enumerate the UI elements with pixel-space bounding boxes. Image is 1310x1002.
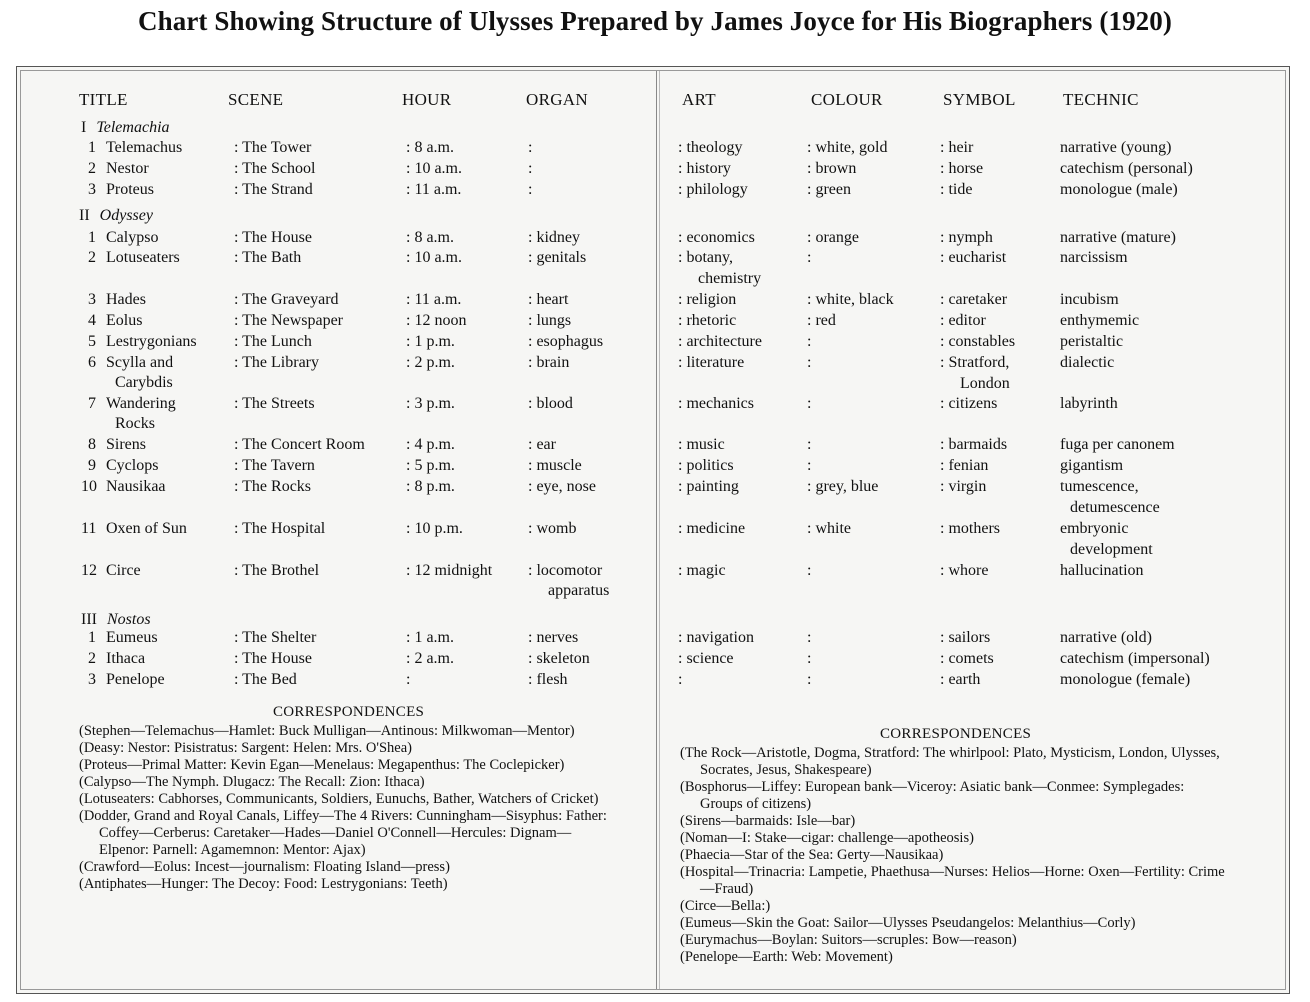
episode-number: 3: [88, 181, 96, 198]
episode-number: 2: [88, 249, 96, 266]
part-heading: I Telemachia: [81, 119, 170, 136]
episode-hour: : 10 p.m.: [406, 520, 463, 537]
correspondences-list: [680, 745, 1225, 966]
episode-hour: : 1 a.m.: [406, 629, 454, 646]
episode-number: 7: [88, 395, 96, 412]
chart-frame: [16, 66, 1290, 994]
episode-technic: tumescence,: [1060, 478, 1139, 495]
episode-row-right: [657, 159, 1282, 179]
episode-row-continuation: [21, 581, 651, 601]
episode-art: : philology: [678, 181, 748, 198]
episode-art: : history: [678, 160, 731, 177]
episode-row: [21, 561, 651, 581]
episode-organ: : kidney: [528, 229, 580, 246]
episode-technic: narrative (mature): [1060, 229, 1176, 246]
header-technic: TECHNIC: [1063, 90, 1139, 109]
part-heading: II Odyssey: [79, 207, 153, 224]
episode-colour: :: [807, 457, 812, 474]
episode-symbol: : citizens: [940, 395, 998, 412]
episode-hour: : 8 a.m.: [406, 139, 454, 156]
episode-number: 1: [88, 629, 96, 646]
correspondences-heading: CORRESPONDENCES: [273, 704, 425, 720]
header-art: ART: [682, 90, 716, 109]
episode-scene: : The Hospital: [234, 520, 326, 537]
episode-row: [21, 649, 651, 669]
episode-organ: : lungs: [528, 312, 572, 329]
episode-symbol: : fenian: [940, 457, 989, 474]
episode-row-right-continuation: [657, 269, 1282, 289]
episode-scene: : The Tower: [234, 139, 312, 156]
episode-row: [21, 159, 651, 179]
episode-row: [21, 332, 651, 352]
episode-hour: : 10 a.m.: [406, 249, 462, 266]
episode-number: 6: [88, 354, 96, 371]
episode-title: Calypso: [106, 229, 159, 246]
episode-colour: : white, black: [807, 291, 894, 308]
correspondence-entry: (Deasy: Nestor: Pisistratus: Sargent: Helen: Mrs. O'Shea): [79, 740, 412, 756]
episode-organ: : blood: [528, 395, 573, 412]
episode-symbol: : horse: [940, 160, 984, 177]
episode-colour: :: [807, 354, 812, 371]
episode-title: Ithaca: [106, 650, 146, 667]
episode-title: Nausikaa: [106, 478, 166, 495]
episode-organ: : muscle: [528, 457, 582, 474]
episode-symbol: : sailors: [940, 629, 991, 646]
episode-hour: : 1 p.m.: [406, 333, 455, 350]
episode-title: Lotuseaters: [106, 249, 180, 266]
episode-title: Lestrygonians: [106, 333, 197, 350]
episode-row: [21, 138, 651, 158]
episode-symbol: : caretaker: [940, 291, 1008, 308]
episode-title: Wandering: [106, 395, 176, 412]
header-organ: ORGAN: [526, 90, 588, 109]
episode-art: : politics: [678, 457, 734, 474]
episode-number: 2: [88, 650, 96, 667]
episode-art: : mechanics: [678, 395, 754, 412]
episode-scene: : The House: [234, 650, 312, 667]
episode-colour: : green: [807, 181, 851, 198]
episode-technic: monologue (female): [1060, 671, 1191, 688]
episode-row: [21, 394, 651, 414]
episode-art: : music: [678, 436, 725, 453]
episode-number: 12: [81, 562, 97, 579]
episode-technic: catechism (impersonal): [1060, 650, 1210, 667]
chart-inner-border: [20, 70, 1286, 990]
episode-scene: : The House: [234, 229, 312, 246]
episode-colour: :: [807, 436, 812, 453]
header-hour: HOUR: [402, 90, 452, 109]
correspondence-entry: (Proteus—Primal Matter: Kevin Egan—Menelaus: Megapenthus: The Coclepicker): [79, 757, 565, 773]
episode-title: Hades: [106, 291, 146, 308]
episode-scene: : The Bath: [234, 249, 302, 266]
episode-organ: : heart: [528, 291, 569, 308]
episode-hour: :: [406, 671, 411, 688]
episode-technic-continued: development: [1070, 541, 1153, 558]
episode-number: 9: [88, 457, 96, 474]
episode-row-right: [657, 248, 1282, 268]
episode-number: 1: [88, 139, 96, 156]
episode-symbol: : earth: [940, 671, 981, 688]
episode-art: : economics: [678, 229, 755, 246]
episode-technic: catechism (personal): [1060, 160, 1193, 177]
episode-number: 11: [81, 520, 97, 537]
episode-art: :: [678, 671, 683, 688]
correspondence-entry: (Sirens—barmaids: Isle—bar): [680, 813, 856, 829]
correspondence-entry: (Noman—I: Stake—cigar: challenge—apotheosis): [680, 830, 974, 846]
episode-organ-continued: apparatus: [548, 582, 610, 599]
correspondence-entry: (Crawford—Eolus: Incest—journalism: Floating Island—press): [79, 859, 450, 875]
episode-technic: incubism: [1060, 291, 1119, 308]
episode-scene: : The Newspaper: [234, 312, 343, 329]
episode-organ: :: [528, 160, 533, 177]
episode-colour: :: [807, 629, 812, 646]
episode-technic: narrative (young): [1060, 139, 1172, 156]
episode-art: : medicine: [678, 520, 746, 537]
episode-art: : architecture: [678, 333, 762, 350]
episode-technic: embryonic: [1060, 520, 1129, 537]
correspondence-entry: (The Rock—Aristotle, Dogma, Stratford: The whirlpool: Plato, Mysticism, London, Ulysses, Socrates, Jesus, Shakespeare): [680, 745, 1220, 778]
episode-title: Nestor: [106, 160, 149, 177]
episode-technic: narrative (old): [1060, 629, 1152, 646]
episode-number: 10: [81, 478, 97, 495]
episode-symbol: : tide: [940, 181, 973, 198]
episode-colour: :: [807, 650, 812, 667]
episode-technic-continued: detumescence: [1070, 499, 1160, 516]
episode-colour: : red: [807, 312, 836, 329]
episode-row-right: [657, 138, 1282, 158]
episode-technic: labyrinth: [1060, 395, 1118, 412]
episode-row: [21, 519, 651, 539]
episode-scene: : The School: [234, 160, 316, 177]
episode-symbol: : virgin: [940, 478, 987, 495]
correspondence-entry: (Hospital—Trinacria: Lampetie, Phaethusa—Nurses: Helios—Horne: Oxen—Fertility: Crime—Fraud): [680, 864, 1225, 897]
episode-symbol: : nymph: [940, 229, 993, 246]
episode-row-right: [657, 332, 1282, 352]
episode-hour: : 12 midnight: [406, 562, 493, 579]
header-colour: COLOUR: [811, 90, 883, 109]
episode-art: : navigation: [678, 629, 754, 646]
episode-art: : science: [678, 650, 734, 667]
episode-hour: : 11 a.m.: [406, 181, 462, 198]
correspondences-heading: CORRESPONDENCES: [880, 726, 1032, 742]
episode-hour: : 11 a.m.: [406, 291, 462, 308]
episode-row: [21, 670, 651, 690]
episode-row-right: [657, 670, 1282, 690]
episode-technic: peristaltic: [1060, 333, 1124, 350]
episode-number: 3: [88, 291, 96, 308]
episode-symbol: : editor: [940, 312, 986, 329]
episode-organ: : skeleton: [528, 650, 590, 667]
episode-organ: : genitals: [528, 249, 587, 266]
episode-row-right-continuation: [657, 374, 1282, 394]
episode-art-continued: chemistry: [698, 270, 762, 287]
episode-row-right: [657, 394, 1282, 414]
episode-number: 2: [88, 160, 96, 177]
episode-organ: : nerves: [528, 629, 579, 646]
episode-colour: : orange: [807, 229, 859, 246]
episode-symbol: : constables: [940, 333, 1016, 350]
episode-colour: :: [807, 333, 812, 350]
correspondence-entry: (Penelope—Earth: Web: Movement): [680, 949, 893, 965]
episode-row-right: [657, 561, 1282, 581]
episode-art: : literature: [678, 354, 745, 371]
correspondences-list: [79, 723, 619, 893]
episode-row: [21, 628, 651, 648]
episode-row-right: [657, 290, 1282, 310]
episode-art: : painting: [678, 478, 739, 495]
episode-row: [21, 228, 651, 248]
episode-title: Proteus: [106, 181, 154, 198]
episode-symbol: : whore: [940, 562, 989, 579]
episode-art: : religion: [678, 291, 737, 308]
episode-row-right: [657, 456, 1282, 476]
episode-symbol: : Stratford,: [940, 354, 1010, 371]
episode-row: [21, 353, 651, 373]
episode-title: Telemachus: [106, 139, 183, 156]
episode-colour: :: [807, 671, 812, 688]
episode-colour: :: [807, 249, 812, 266]
episode-row: [21, 477, 651, 497]
episode-row-right: [657, 649, 1282, 669]
episode-art: : botany,: [678, 249, 733, 266]
correspondence-entry: (Dodder, Grand and Royal Canals, Liffey—The 4 Rivers: Cunningham—Sisyphus: Father: Coffey—Cerberus: Caretaker—Hades—Daniel O'Connell—Hercules: Dignam—Elpenor: Parnell: Agamemnon: Mentor: Ajax): [79, 808, 607, 858]
episode-art: : magic: [678, 562, 726, 579]
episode-symbol: : mothers: [940, 520, 1000, 537]
episode-scene: : The Bed: [234, 671, 297, 688]
episode-title-continued: Rocks: [115, 415, 155, 432]
episode-title: Eumeus: [106, 629, 158, 646]
episode-row-right: [657, 628, 1282, 648]
correspondence-entry: (Calypso—The Nymph. Dlugacz: The Recall: Zion: Ithaca): [79, 774, 425, 790]
episode-row-continuation: [21, 373, 651, 393]
episode-number: 1: [88, 229, 96, 246]
episode-hour: : 8 p.m.: [406, 478, 455, 495]
episode-organ: : eye, nose: [528, 478, 596, 495]
episode-scene: : The Streets: [234, 395, 315, 412]
episode-technic: narcissism: [1060, 249, 1128, 266]
episode-scene: : The Strand: [234, 181, 313, 198]
episode-row-right: [657, 519, 1282, 539]
episode-colour: : white, gold: [807, 139, 888, 156]
episode-title: Penelope: [106, 671, 165, 688]
episode-row: [21, 248, 651, 268]
episode-symbol-continued: London: [960, 375, 1010, 392]
header-symbol: SYMBOL: [943, 90, 1016, 109]
episode-colour: : grey, blue: [807, 478, 879, 495]
episode-hour: : 12 noon: [406, 312, 467, 329]
episode-title: Scylla and: [106, 354, 174, 371]
episode-hour: : 2 p.m.: [406, 354, 455, 371]
episode-hour: : 8 a.m.: [406, 229, 454, 246]
episode-hour: : 10 a.m.: [406, 160, 462, 177]
left-page: [21, 71, 657, 989]
episode-scene: : The Shelter: [234, 629, 317, 646]
correspondence-entry: (Stephen—Telemachus—Hamlet: Buck Mulligan—Antinous: Milkwoman—Mentor): [79, 723, 575, 739]
correspondence-entry: (Phaecia—Star of the Sea: Gerty—Nausikaa): [680, 847, 944, 863]
episode-technic: dialectic: [1060, 354, 1115, 371]
episode-art: : theology: [678, 139, 743, 156]
episode-symbol: : heir: [940, 139, 974, 156]
episode-art: : rhetoric: [678, 312, 737, 329]
episode-colour: : brown: [807, 160, 857, 177]
correspondence-entry: (Antiphates—Hunger: The Decoy: Food: Lestrygonians: Teeth): [79, 876, 448, 892]
episode-row-right: [657, 311, 1282, 331]
episode-number: 3: [88, 671, 96, 688]
correspondence-entry: (Bosphorus—Liffey: European bank—Viceroy: Asiatic bank—Conmee: Symplegades: Groups of citizens): [680, 779, 1185, 812]
correspondence-entry: (Eurymachus—Boylan: Suitors—scruples: Bow—reason): [680, 932, 1017, 948]
episode-hour: : 2 a.m.: [406, 650, 454, 667]
episode-symbol: : barmaids: [940, 436, 1008, 453]
episode-scene: : The Graveyard: [234, 291, 339, 308]
episode-technic: monologue (male): [1060, 181, 1178, 198]
episode-technic: gigantism: [1060, 457, 1124, 474]
episode-symbol: : comets: [940, 650, 994, 667]
episode-row: [21, 290, 651, 310]
correspondence-entry: (Eumeus—Skin the Goat: Sailor—Ulysses Pseudangelos: Melanthius—Corly): [680, 915, 1136, 931]
episode-organ: : ear: [528, 436, 556, 453]
episode-colour: :: [807, 395, 812, 412]
episode-scene: : The Tavern: [234, 457, 315, 474]
episode-organ: : womb: [528, 520, 577, 537]
episode-scene: : The Lunch: [234, 333, 312, 350]
episode-row-right-continuation: [657, 498, 1282, 518]
episode-symbol: : eucharist: [940, 249, 1007, 266]
episode-organ: : flesh: [528, 671, 568, 688]
episode-row-right: [657, 353, 1282, 373]
episode-title: Sirens: [106, 436, 146, 453]
episode-row-right: [657, 228, 1282, 248]
episode-row: [21, 456, 651, 476]
episode-title-continued: Carybdis: [115, 374, 173, 391]
episode-colour: :: [807, 562, 812, 579]
episode-organ: :: [528, 181, 533, 198]
episode-hour: : 3 p.m.: [406, 395, 455, 412]
episode-number: 8: [88, 436, 96, 453]
episode-technic: enthymemic: [1060, 312, 1140, 329]
episode-technic: fuga per canonem: [1060, 436, 1175, 453]
episode-title: Cyclops: [106, 457, 159, 474]
episode-row-right: [657, 477, 1282, 497]
episode-hour: : 4 p.m.: [406, 436, 455, 453]
episode-organ: :: [528, 139, 533, 156]
episode-title: Circe: [106, 562, 141, 579]
episode-scene: : The Brothel: [234, 562, 320, 579]
episode-colour: : white: [807, 520, 851, 537]
episode-row: [21, 435, 651, 455]
episode-scene: : The Concert Room: [234, 436, 365, 453]
episode-organ: : brain: [528, 354, 570, 371]
part-heading: III Nostos: [81, 611, 151, 628]
episode-row: [21, 311, 651, 331]
episode-title: Eolus: [106, 312, 143, 329]
episode-row-continuation: [21, 414, 651, 434]
episode-row: [21, 180, 651, 200]
episode-row-right-continuation: [657, 540, 1282, 560]
episode-organ: : esophagus: [528, 333, 604, 350]
correspondence-entry: (Lotuseaters: Cabhorses, Communicants, Soldiers, Eunuchs, Bather, Watchers of Cricket): [79, 791, 599, 807]
episode-technic: hallucination: [1060, 562, 1144, 579]
episode-organ: : locomotor: [528, 562, 603, 579]
header-title: TITLE: [79, 90, 128, 109]
episode-scene: : The Rocks: [234, 478, 312, 495]
episode-row-right: [657, 435, 1282, 455]
episode-number: 4: [88, 312, 96, 329]
header-scene: SCENE: [228, 90, 284, 109]
right-page: [657, 71, 1289, 989]
episode-row-right: [657, 180, 1282, 200]
correspondence-entry: (Circe—Bella:): [680, 898, 771, 914]
page-title: Chart Showing Structure of Ulysses Prepared by James Joyce for His Biographers (1920): [138, 6, 1172, 36]
episode-number: 5: [88, 333, 96, 350]
episode-scene: : The Library: [234, 354, 320, 371]
episode-title: Oxen of Sun: [106, 520, 187, 537]
episode-hour: : 5 p.m.: [406, 457, 455, 474]
